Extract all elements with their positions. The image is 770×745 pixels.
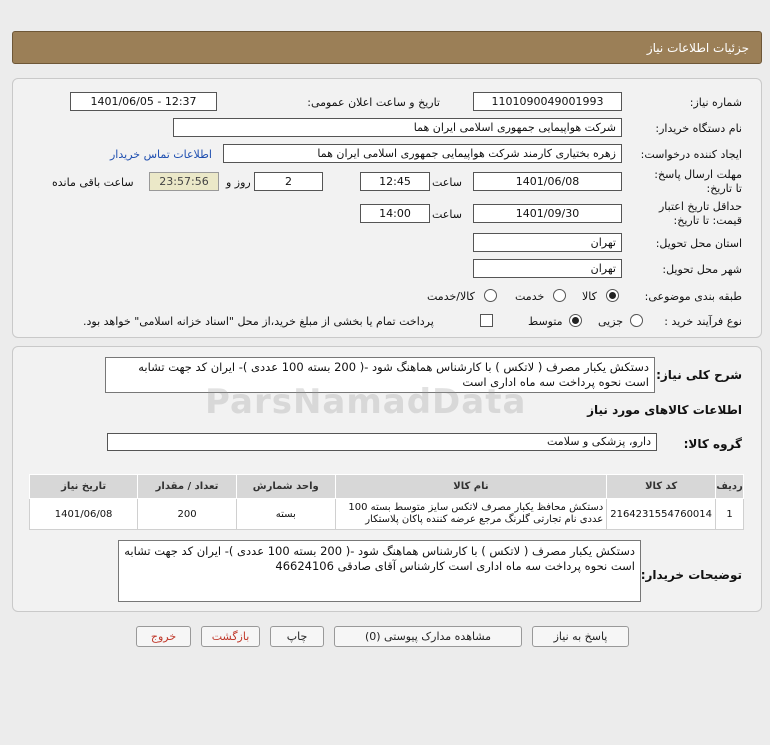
deadline-time-field[interactable]: 12:45 xyxy=(360,172,430,191)
print-button[interactable]: چاپ xyxy=(270,626,324,647)
cell-code: 2164231554760014 xyxy=(607,499,716,530)
cell-name: دستکش محافظ یکبار مصرف لاتکس سایز متوسط بسته 100 عددی نام تجارتی گلرنگ مرجع عرضه کننده پاکان پلاستکار xyxy=(335,499,607,530)
validity-time-label: ساعت xyxy=(432,208,462,221)
category-service-radio[interactable] xyxy=(553,289,566,302)
buyer-org-label: نام دستگاه خریدار: xyxy=(655,122,742,135)
cell-row: 1 xyxy=(716,499,744,530)
days-label: روز و xyxy=(226,176,251,189)
watermark: ParsNamadData xyxy=(205,382,527,422)
buyer-contact-link[interactable]: اطلاعات تماس خریدار xyxy=(110,148,212,161)
category-goods-label: کالا xyxy=(582,290,597,303)
reply-button[interactable]: پاسخ به نیاز xyxy=(532,626,629,647)
city-field[interactable]: تهران xyxy=(473,259,622,278)
announce-label: تاریخ و ساعت اعلان عمومی: xyxy=(307,96,440,109)
validity-date-field[interactable]: 1401/09/30 xyxy=(473,204,622,223)
process-medium-radio[interactable] xyxy=(569,314,582,327)
category-goods-radio[interactable] xyxy=(606,289,619,302)
page-header xyxy=(12,31,762,64)
deadline-time-label: ساعت xyxy=(432,176,462,189)
buyer-notes-label: توضیحات خریدار: xyxy=(640,568,742,582)
need-summary-label: شرح کلی نیاز: xyxy=(656,368,742,382)
back-button[interactable]: بازگشت xyxy=(201,626,260,647)
category-goods-service-label: کالا/خدمت xyxy=(427,290,475,303)
buyer-notes-text[interactable]: دستکش یکبار مصرف ( لاتکس ) با کارشناس هماهنگ شود -( 200 بسته 100 عددی )- ایران کد جهت تشابه است نحوه پرداخت سه ماه اداری است کارشناس آقای صادقی 46624106 xyxy=(118,540,641,602)
attachments-button[interactable]: مشاهده مدارک پیوستی (0) xyxy=(334,626,522,647)
process-minor-label: جزیی xyxy=(598,315,624,328)
cell-date: 1401/06/08 xyxy=(30,499,138,530)
process-label: نوع فرآیند خرید : xyxy=(664,315,742,328)
validity-time-field[interactable]: 14:00 xyxy=(360,204,430,223)
requester-field[interactable]: زهره بختیاری کارمند شرکت هواپیمایی جمهوری اسلامی ایران هما xyxy=(223,144,622,163)
days-field[interactable]: 2 xyxy=(254,172,323,191)
remaining-time-field: 23:57:56 xyxy=(149,172,219,191)
goods-table-header xyxy=(30,475,744,499)
need-number-label: شماره نیاز: xyxy=(689,96,742,109)
treasury-payment-note: پرداخت تمام یا بخشی از مبلغ خرید،از محل "اسناد خزانه اسلامی" خواهد بود. xyxy=(83,315,434,328)
process-medium-label: متوسط xyxy=(528,315,563,328)
col-date: تاریخ نیاز xyxy=(30,475,138,499)
city-label: شهر محل تحویل: xyxy=(662,263,742,276)
category-goods-service-radio[interactable] xyxy=(484,289,497,302)
validity-label: حداقل تاریخ اعتبار قیمت: تا تاریخ: xyxy=(658,200,742,227)
need-number-field[interactable]: 1101090049001993 xyxy=(473,92,622,111)
deadline-label: مهلت ارسال پاسخ: تا تاریخ: xyxy=(654,168,742,195)
exit-button[interactable]: خروج xyxy=(136,626,191,647)
goods-info-title: اطلاعات کالاهای مورد نیاز xyxy=(587,403,742,417)
category-label: طبقه بندی موضوعی: xyxy=(644,290,742,303)
buyer-org-field[interactable]: شرکت هواپیمایی جمهوری اسلامی ایران هما xyxy=(173,118,622,137)
col-code: کد کالا xyxy=(607,475,716,499)
treasury-payment-checkbox[interactable] xyxy=(480,314,493,327)
cell-qty: 200 xyxy=(138,499,237,530)
province-label: استان محل تحویل: xyxy=(655,237,742,250)
remaining-label: ساعت باقی مانده xyxy=(52,176,134,189)
col-unit: واحد شمارش xyxy=(236,475,335,499)
deadline-date-field[interactable]: 1401/06/08 xyxy=(473,172,622,191)
requester-label: ایجاد کننده درخواست: xyxy=(640,148,742,161)
need-summary-text[interactable]: دستکش یکبار مصرف ( لاتکس ) با کارشناس هماهنگ شود -( 200 بسته 100 عددی )- ایران کد جهت تشابه است نحوه پرداخت سه ماه اداری است xyxy=(105,357,655,393)
goods-group-label: گروه کالا: xyxy=(683,437,742,451)
col-row: ردیف xyxy=(716,475,744,499)
table-row xyxy=(30,499,744,530)
col-name: نام کالا xyxy=(335,475,607,499)
province-field[interactable]: تهران xyxy=(473,233,622,252)
category-service-label: خدمت xyxy=(515,290,545,303)
page-title: جزئیات اطلاعات نیاز xyxy=(646,41,749,55)
process-minor-radio[interactable] xyxy=(630,314,643,327)
goods-table xyxy=(29,474,744,530)
col-qty: تعداد / مقدار xyxy=(138,475,237,499)
announce-field[interactable]: 1401/06/05 - 12:37 xyxy=(70,92,217,111)
goods-group-field[interactable]: دارو، پزشکی و سلامت xyxy=(107,433,657,451)
cell-unit: بسته xyxy=(236,499,335,530)
